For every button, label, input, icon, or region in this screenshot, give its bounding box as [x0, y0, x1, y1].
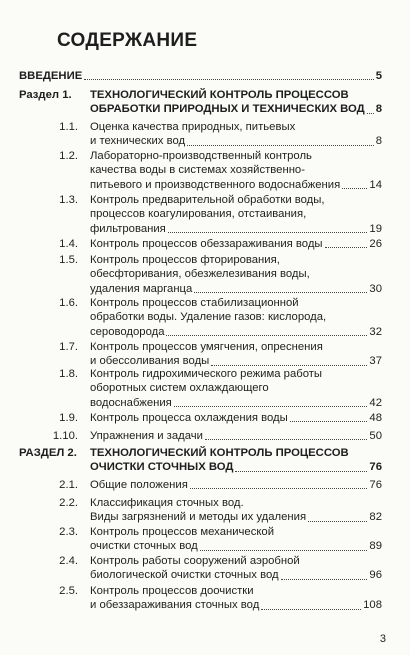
entry-page-number: 82 — [369, 511, 382, 524]
entry-title-line: Контроль процесса охлаждения воды — [90, 412, 288, 424]
entry-title-line: и обеззараживания сточных вод — [90, 599, 260, 612]
entry-title-line: обработки воды. Удаление газов: кислорода, — [90, 311, 327, 324]
entry-title-line: и обессоливания воды — [90, 355, 210, 368]
subsection-number: 2.2. — [59, 497, 78, 509]
entry-page-number: 8 — [375, 135, 382, 148]
dot-leader — [342, 188, 367, 189]
entry-page-number: 14 — [369, 178, 382, 191]
dot-leader — [325, 247, 368, 248]
entry-title-line: ТЕХНОЛОГИЧЕСКИЙ КОНТРОЛЬ ПРОЦЕССОВ — [90, 89, 349, 101]
dot-leader — [174, 406, 368, 407]
entry-page-number: 37 — [369, 355, 382, 368]
dot-leader — [168, 232, 368, 233]
entry-title-line: ОЧИСТКИ СТОЧНЫХ ВОД — [90, 461, 234, 474]
entry-title-line: питьевого и производственного водоснабжения — [90, 178, 341, 191]
entry-title-line: очистки сточных вод — [90, 540, 198, 553]
subsection-number: 2.1. — [59, 479, 78, 491]
entry-page-number: 8 — [375, 103, 382, 116]
dot-leader — [190, 488, 368, 489]
entry-title-line: процессов коагулирования, отстаивания, — [90, 208, 307, 221]
entry-title-line: ТЕХНОЛОГИЧЕСКИЙ КОНТРОЛЬ ПРОЦЕССОВ — [90, 447, 349, 459]
dot-leader — [290, 421, 368, 422]
entry-page-number: 26 — [369, 238, 382, 250]
entry-title-line: качества воды в системах хозяйственно- — [90, 164, 305, 177]
entry-title-line: Контроль процессов обеззараживания воды — [90, 238, 323, 250]
entry-page-number: 48 — [369, 412, 382, 424]
dot-leader — [194, 292, 367, 293]
entry-page-number: 5 — [375, 70, 382, 82]
entry-page-number: 32 — [369, 325, 382, 338]
dot-leader — [281, 579, 368, 580]
entry-title-line: Контроль процессов умягчения, опреснения — [90, 341, 323, 353]
entry-title-line: Контроль процессов фторирования, — [90, 254, 280, 266]
entry-title-line: Контроль процессов механической — [90, 526, 274, 538]
entry-page-number: 50 — [369, 430, 382, 442]
dot-leader — [261, 609, 361, 610]
entry-title-line: Классификация сточных вод. — [90, 497, 244, 509]
entry-title-line: водоснабжения — [90, 396, 172, 409]
entry-page-number: 42 — [369, 396, 382, 409]
entry-title-line: сероводорода — [90, 325, 165, 338]
subsection-number: 1.7. — [59, 341, 78, 353]
entry-page-number: 96 — [369, 569, 382, 582]
entry-title-line: ОБРАБОТКИ ПРИРОДНЫХ И ТЕХНИЧЕСКИХ ВОД — [90, 103, 365, 116]
subsection-number: 1.2. — [59, 150, 78, 162]
section-label: РАЗДЕЛ 2. — [19, 447, 77, 459]
entry-title-line: ВВЕДЕНИЕ — [19, 70, 83, 82]
entry-title-line: Лабораторно-производственный контроль — [90, 150, 312, 162]
subsection-number: 2.4. — [59, 555, 78, 567]
entry-page-number: 76 — [369, 461, 382, 474]
entry-title-line: Виды загрязнений и методы их удаления — [90, 511, 307, 524]
entry-page-number: 108 — [363, 599, 382, 612]
subsection-number: 1.1. — [59, 121, 78, 133]
subsection-number: 1.10. — [52, 430, 78, 442]
dot-leader — [205, 439, 367, 440]
subsection-number: 1.4. — [59, 238, 78, 250]
entry-title-line: Контроль предварительной обработки воды, — [90, 194, 325, 206]
entry-title-line: Контроль гидрохимического режима работы — [90, 368, 323, 380]
subsection-number: 2.3. — [59, 526, 78, 538]
entry-title-line: Контроль процессов стабилизационной — [90, 297, 299, 309]
dot-leader — [187, 145, 374, 146]
page-number: 3 — [379, 633, 386, 645]
subsection-number: 2.5. — [59, 585, 78, 597]
entry-title-line: Упражнения и задачи — [90, 430, 203, 442]
dot-leader — [166, 335, 367, 336]
subsection-number: 1.5. — [59, 254, 78, 266]
dot-leader — [308, 521, 367, 522]
subsection-number: 1.6. — [59, 297, 78, 309]
subsection-number: 1.9. — [59, 412, 78, 424]
entry-title-line: удаления марганца — [90, 282, 193, 295]
section-label: Раздел 1. — [19, 89, 72, 101]
entry-title-line: обесфторивания, обезжелезивания воды, — [90, 268, 310, 281]
entry-title-line: и технических вод — [90, 135, 186, 148]
entry-title-line: Контроль работы сооружений аэробной — [90, 555, 300, 567]
entry-page-number: 76 — [369, 479, 382, 491]
subsection-number: 1.3. — [59, 194, 78, 206]
dot-leader — [367, 113, 374, 114]
entry-page-number: 30 — [369, 282, 382, 295]
dot-leader — [200, 550, 368, 551]
entry-title-line: биологической очистки сточных вод — [90, 569, 279, 582]
entry-page-number: 19 — [369, 222, 382, 235]
entry-title-line: Оценка качества природных, питьевых — [90, 121, 296, 133]
dot-leader — [84, 79, 373, 80]
subsection-number: 1.8. — [59, 368, 78, 380]
entry-page-number: 89 — [369, 540, 382, 553]
entry-title-line: Общие положения — [90, 479, 188, 491]
entry-title-line: оборотных систем охлаждающего — [90, 382, 269, 395]
dot-leader — [235, 471, 367, 472]
page-title: СОДЕРЖАНИЕ — [57, 30, 198, 51]
entry-title-line: Контроль процессов доочистки — [90, 585, 254, 597]
dot-leader — [211, 365, 367, 366]
entry-title-line: фильтрования — [90, 222, 166, 235]
